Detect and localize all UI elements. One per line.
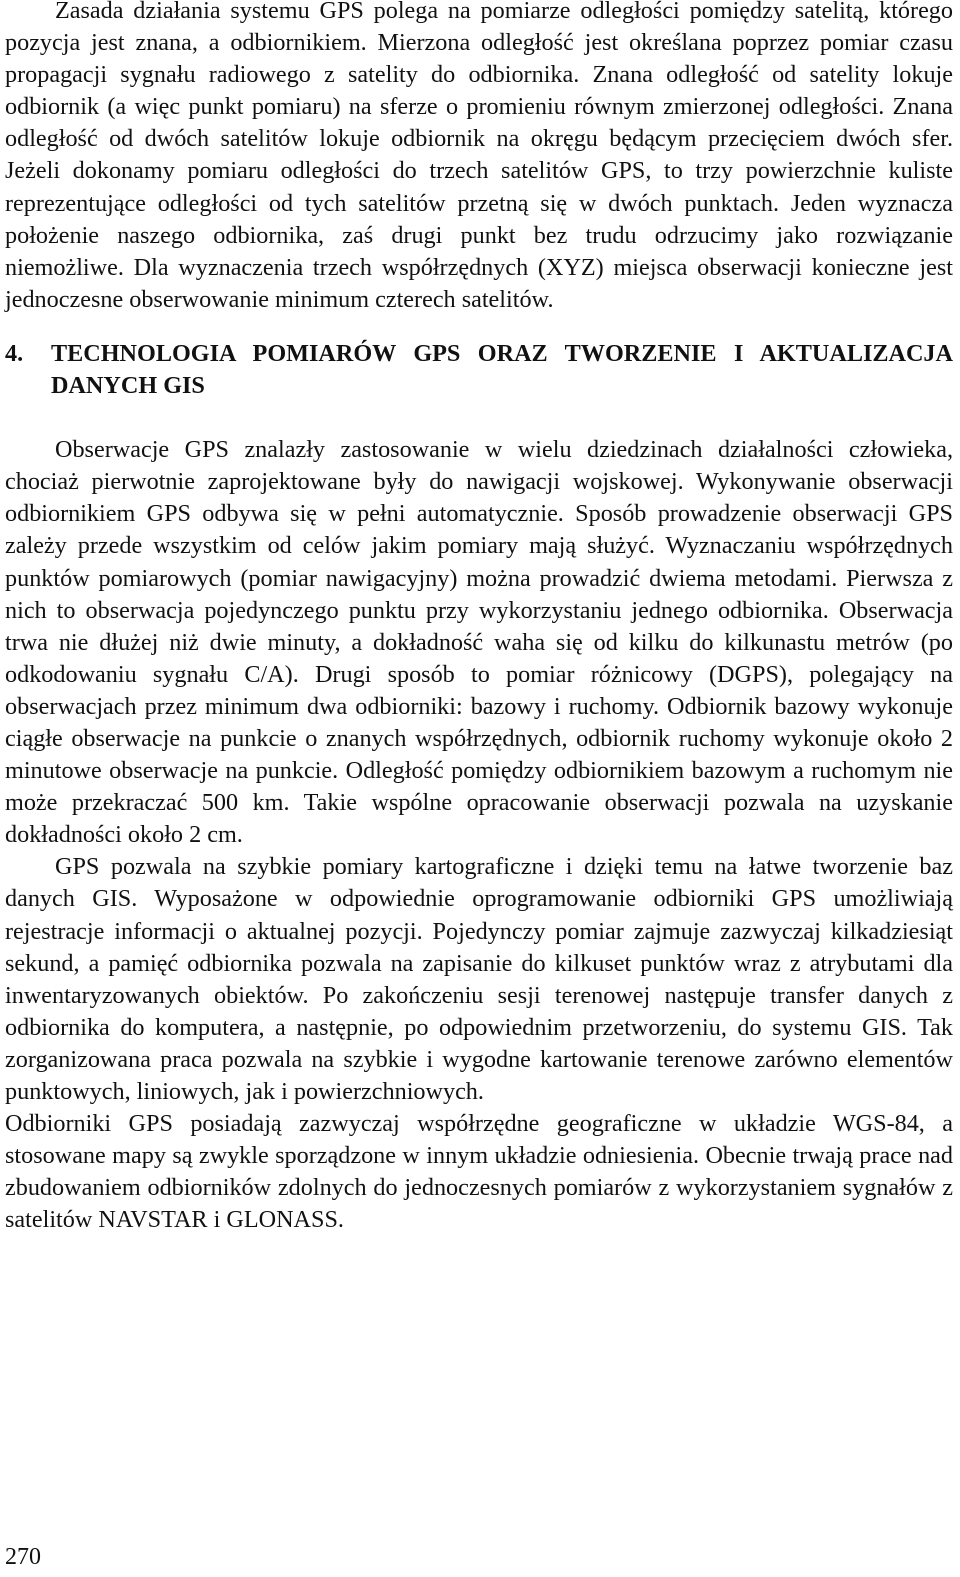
- section-title: TECHNOLOGIA POMIARÓW GPS ORAZ TWORZENIE I AKTUALIZACJA DANYCH GIS: [51, 339, 953, 400]
- paragraph-gps-principle: Zasada działania systemu GPS polega na pomiarze odległości pomiędzy satelitą, którego pozycja jest znana, a odbiornikiem. Mierzona odległość jest określana poprzez pomiar czasu propagacji sygnału radiowego z satelity do odbiornika. Znana odległość od satelity lokuje odbiornik (a więc punkt pomiaru) na sferze o promieniu równym zmierzonej odległości. Znana odległość od dwóch satelitów lokuje odbiornik na okręgu będącym przecięciem dwóch sfer. Jeżeli dokonamy pomiaru odległości do trzech satelitów GPS, to trzy powierzchnie kuliste reprezentujące odległości od tych satelitów przetną się w dwóch punktach. Jeden wyznacza położenie naszego odbiornika, zaś drugi punkt bez trudu odrzucimy jako rozwiązanie niemożliwe. Dla wyznaczenia trzech współrzędnych (XYZ) miejsca obserwacji konieczne jest jednoczesne obserwowanie minimum czterech satelitów.: [5, 0, 953, 313]
- paragraph-gps-coordinates: Odbiorniki GPS posiadają zazwyczaj współrzędne geograficzne w układzie WGS-84, a stosowane mapy są zwykle sporządzone w innym układzie odniesienia. Obecnie trwają prace nad zbudowaniem odbiorników zdolnych do jednoczesnych pomiarów z wykorzystaniem sygnałów z satelitów NAVSTAR i GLONASS.: [5, 1110, 953, 1234]
- section-number: 4.: [5, 339, 24, 367]
- document-page: [5, 0, 953, 1236]
- paragraph-gps-observations: Obserwacje GPS znalazły zastosowanie w wielu dziedzinach działalności człowieka, chociaż pierwotnie zaprojektowane były do nawigacji wojskowej. Wykonywanie obserwacji odbiornikiem GPS odbywa się w pełni automatycznie. Sposób prowadzenie obserwacji GPS zależy przede wszystkim od celów jakim pomiary mają służyć. Wyznaczaniu współrzędnych punktów pomiarowych (pomiar nawigacyjny) można prowadzić dwiema metodami. Pierwsza z nich to obserwacja pojedynczego punktu przy wykorzystaniu jednego odbiornika. Obserwacja trwa nie dłużej niż dwie minuty, a dokładność waha się od kilku do kilkunastu metrów (po odkodowaniu sygnału C/A). Drugi sposób to pomiar różnicowy (DGPS), polegający na obserwacjach przez minimum dwa odbiorniki: bazowy i ruchomy. Odbiornik bazowy wykonuje ciągłe obserwacje na punkcie o znanych współrzędnych, odbiornik ruchomy wykonuje około 2 minutowe obserwacje na punkcie. Odległość pomiędzy odbiornikiem bazowym a ruchomym nie może przekraczać 500 km. Takie wspólne opracowanie obserwacji pozwala na uzyskanie dokładności około 2 cm.: [5, 436, 953, 849]
- page-number: 270: [5, 1544, 41, 1570]
- section-heading: [5, 338, 953, 402]
- paragraph-gps-mapping: GPS pozwala na szybkie pomiary kartograficzne i dzięki temu na łatwe tworzenie baz danych GIS. Wyposażone w odpowiednie oprogramowanie odbiorniki GPS umożliwiają rejestracje informacji o aktualnej pozycji. Pojedynczy pomiar zajmuje zazwyczaj kilkadziesiąt sekund, a pamięć odbiornika pozwala na zapisanie do kilkuset punktów wraz z atrybutami dla inwentaryzowanych obiektów. Po zakończeniu sesji terenowej następuje transfer danych z odbiornika do komputera, a następnie, po odpowiednim przetworzeniu, do systemu GIS. Tak zorganizowana praca pozwala na szybkie i wygodne kartowanie terenowe zarówno elementów punktowych, liniowych, jak i powierzchniowych.: [5, 853, 953, 1105]
